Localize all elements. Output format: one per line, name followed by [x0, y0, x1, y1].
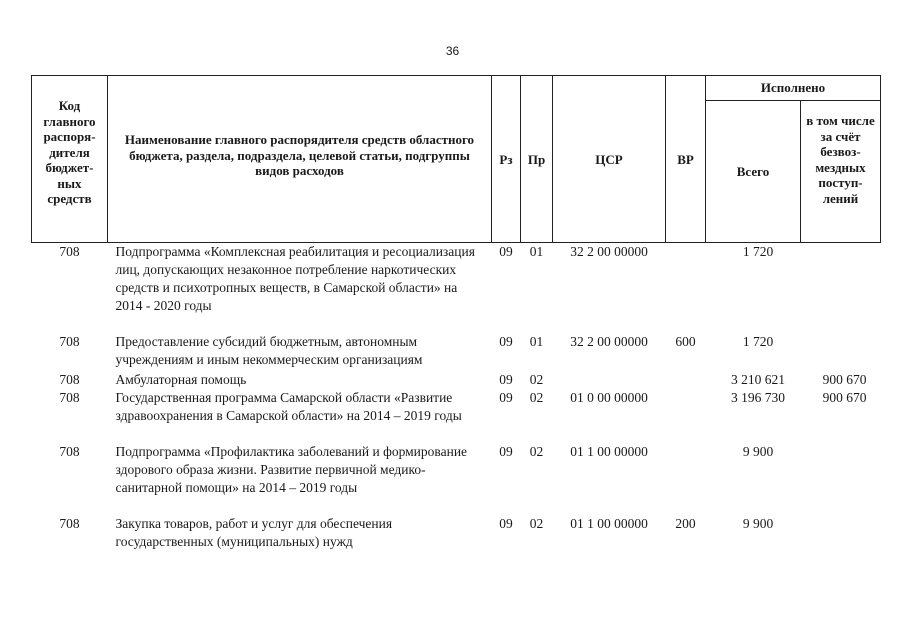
header-name: Наименование главного распорядителя средств областного бюджета, раздела, подраздела, целевой статьи, подгруппы видов расходов	[108, 76, 492, 243]
cell-rz: 09	[499, 334, 513, 349]
cell-total: 3 210 621	[731, 372, 785, 387]
cell-pr: 02	[529, 516, 544, 531]
cell-pr: 01	[529, 334, 544, 349]
table-body	[32, 243, 881, 552]
cell-pr: 02	[529, 390, 544, 405]
table-row	[32, 443, 881, 515]
cell-free: 900 670	[822, 372, 867, 387]
cell-rz: 09	[499, 444, 513, 459]
cell-code: 708	[59, 334, 80, 349]
cell-name: Государственная программа Самарской области «Развитие здравоохранения в Самарской области» на 2014 – 2019 годы	[115, 390, 462, 423]
cell-rz: 09	[499, 244, 513, 259]
cell-free	[801, 333, 881, 371]
table-header	[32, 76, 881, 243]
table-row	[32, 333, 881, 371]
table-row	[32, 389, 881, 443]
cell-vr	[666, 443, 706, 515]
cell-name: Предоставление субсидий бюджетным, автономным учреждениям и иным некоммерческим организациям	[115, 334, 423, 367]
cell-name: Амбулаторная помощь	[115, 372, 247, 387]
table-row	[32, 243, 881, 334]
table-row	[32, 515, 881, 551]
cell-vr	[666, 243, 706, 334]
cell-csr: 32 2 00 00000	[570, 244, 648, 259]
page-number: 36	[445, 44, 460, 58]
header-executed: Исполнено	[706, 76, 881, 101]
header-pr: Пр	[521, 76, 553, 243]
header-csr: ЦСР	[553, 76, 666, 243]
cell-csr	[553, 371, 666, 389]
cell-vr	[666, 389, 706, 443]
cell-total: 9 900	[742, 516, 774, 531]
cell-rz: 09	[499, 516, 513, 531]
cell-csr: 01 1 00 00000	[570, 444, 648, 459]
cell-pr: 02	[529, 444, 544, 459]
budget-table	[31, 75, 881, 551]
header-code: Код главного распоря-дителя бюджет-ных средств	[32, 76, 108, 243]
cell-free	[801, 443, 881, 515]
header-vr: ВР	[666, 76, 706, 243]
cell-pr: 02	[529, 372, 544, 387]
cell-free	[801, 515, 881, 551]
cell-pr: 01	[529, 244, 544, 259]
cell-code: 708	[59, 390, 80, 405]
cell-total: 1 720	[742, 244, 774, 259]
cell-code: 708	[59, 372, 80, 387]
cell-code: 708	[59, 444, 80, 459]
cell-free	[801, 243, 881, 334]
header-rz: Рз	[492, 76, 521, 243]
cell-free: 900 670	[822, 390, 867, 405]
cell-name: Закупка товаров, работ и услуг для обеспечения государственных (муниципальных) нужд	[115, 516, 393, 549]
cell-name: Подпрограмма «Профилактика заболеваний и формирование здорового образа жизни. Развитие первичной медико-санитарной помощи» на 2014 – 2019 годы	[115, 444, 468, 495]
header-free: в том числе за счёт безвоз-мездных поступ-лений	[801, 101, 881, 243]
cell-code: 708	[59, 516, 80, 531]
cell-rz: 09	[499, 372, 513, 387]
cell-name: Подпрограмма «Комплексная реабилитация и ресоциализация лиц, допускающих незаконное потребление наркотических средств и психотропных веществ, в Самарской области» на 2014 - 2020 годы	[115, 244, 475, 313]
cell-total: 1 720	[742, 334, 774, 349]
cell-code: 708	[59, 244, 80, 259]
cell-total: 3 196 730	[731, 390, 785, 405]
cell-vr: 600	[675, 334, 696, 349]
header-total: Всего	[706, 101, 801, 243]
cell-vr: 200	[675, 516, 696, 531]
cell-vr	[666, 371, 706, 389]
cell-csr: 01 0 00 00000	[570, 390, 648, 405]
cell-csr: 01 1 00 00000	[570, 516, 648, 531]
table-row	[32, 371, 881, 389]
cell-csr: 32 2 00 00000	[570, 334, 648, 349]
cell-total: 9 900	[742, 444, 774, 459]
cell-rz: 09	[499, 390, 513, 405]
